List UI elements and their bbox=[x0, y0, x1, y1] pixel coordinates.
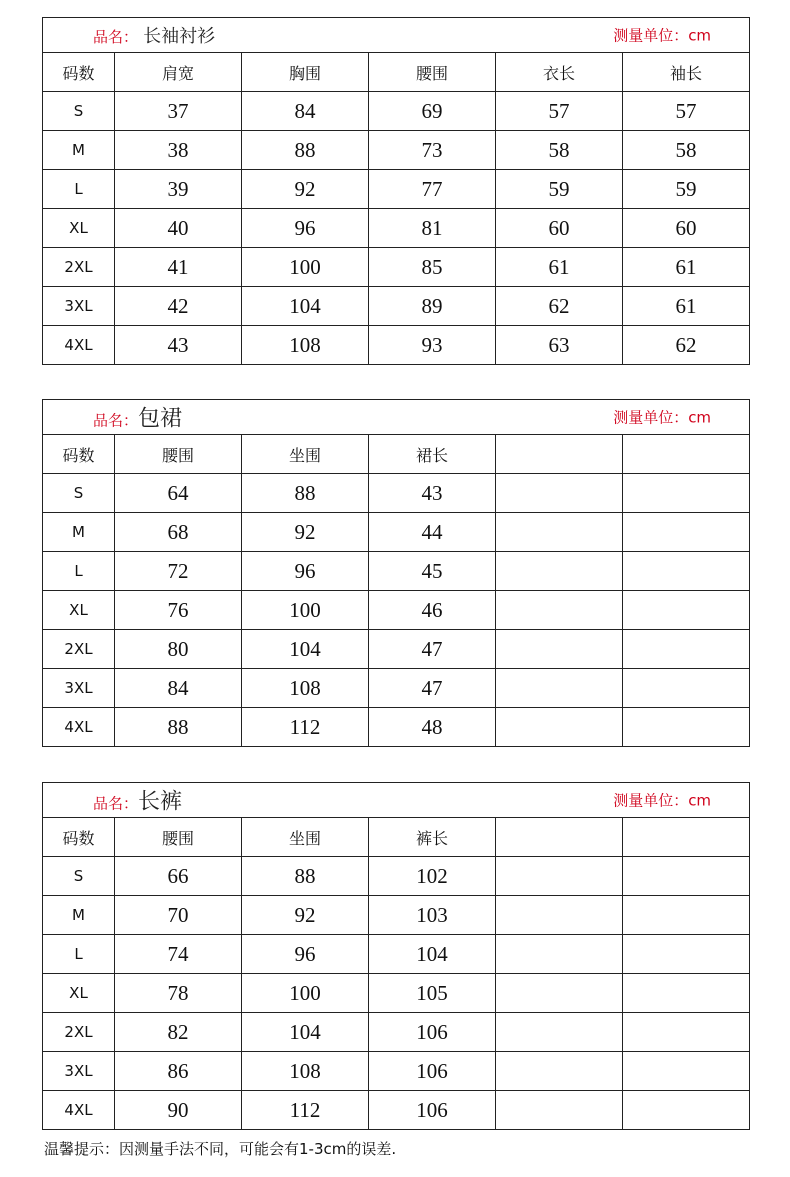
value-cell: 106 bbox=[369, 1052, 496, 1091]
value-cell bbox=[496, 552, 623, 591]
header-size: 码数 bbox=[43, 435, 115, 474]
table-row bbox=[43, 170, 750, 209]
value-cell bbox=[623, 974, 750, 1013]
value-cell: 102 bbox=[369, 857, 496, 896]
value-cell: 103 bbox=[369, 896, 496, 935]
table-body bbox=[43, 92, 750, 365]
value-cell: 45 bbox=[369, 552, 496, 591]
table-row bbox=[43, 896, 750, 935]
value-cell bbox=[496, 896, 623, 935]
table-header-row bbox=[43, 818, 750, 857]
value-cell: 88 bbox=[115, 708, 242, 747]
value-cell bbox=[496, 1091, 623, 1130]
value-cell bbox=[496, 1052, 623, 1091]
value-cell bbox=[496, 857, 623, 896]
table-row bbox=[43, 209, 750, 248]
table-row bbox=[43, 474, 750, 513]
size-cell: 3XL bbox=[43, 287, 115, 326]
size-cell: XL bbox=[43, 209, 115, 248]
table-row bbox=[43, 1013, 750, 1052]
value-cell bbox=[496, 669, 623, 708]
value-cell bbox=[623, 552, 750, 591]
table-row bbox=[43, 552, 750, 591]
table-header-row bbox=[43, 53, 750, 92]
value-cell: 96 bbox=[242, 552, 369, 591]
value-cell: 93 bbox=[369, 326, 496, 365]
value-cell: 76 bbox=[115, 591, 242, 630]
value-cell: 104 bbox=[242, 630, 369, 669]
size-cell: XL bbox=[43, 591, 115, 630]
value-cell bbox=[623, 708, 750, 747]
value-cell: 37 bbox=[115, 92, 242, 131]
value-cell: 42 bbox=[115, 287, 242, 326]
value-cell: 60 bbox=[623, 209, 750, 248]
value-cell: 48 bbox=[369, 708, 496, 747]
value-cell bbox=[623, 1091, 750, 1130]
value-cell: 100 bbox=[242, 974, 369, 1013]
value-cell: 61 bbox=[623, 287, 750, 326]
value-cell: 78 bbox=[115, 974, 242, 1013]
value-cell: 59 bbox=[496, 170, 623, 209]
size-cell: S bbox=[43, 92, 115, 131]
value-cell: 44 bbox=[369, 513, 496, 552]
value-cell: 90 bbox=[115, 1091, 242, 1130]
product-name-value: 长裤 bbox=[138, 789, 183, 815]
value-cell: 66 bbox=[115, 857, 242, 896]
size-cell: M bbox=[43, 131, 115, 170]
value-cell: 57 bbox=[496, 92, 623, 131]
value-cell bbox=[623, 1013, 750, 1052]
value-cell: 69 bbox=[369, 92, 496, 131]
header-waist: 腰围 bbox=[115, 818, 242, 857]
product-name-label: 品名： bbox=[93, 794, 139, 813]
value-cell bbox=[623, 591, 750, 630]
value-cell: 81 bbox=[369, 209, 496, 248]
value-cell bbox=[496, 1013, 623, 1052]
value-cell: 61 bbox=[623, 248, 750, 287]
table-header-row bbox=[43, 435, 750, 474]
value-cell: 88 bbox=[242, 474, 369, 513]
header-empty bbox=[496, 435, 623, 474]
table-title-row bbox=[43, 783, 750, 818]
value-cell: 92 bbox=[242, 170, 369, 209]
header-length: 衣长 bbox=[496, 53, 623, 92]
value-cell: 84 bbox=[115, 669, 242, 708]
value-cell: 108 bbox=[242, 1052, 369, 1091]
value-cell bbox=[496, 708, 623, 747]
product-name-label: 品名： bbox=[93, 411, 139, 430]
value-cell: 77 bbox=[369, 170, 496, 209]
value-cell: 106 bbox=[369, 1091, 496, 1130]
table-row bbox=[43, 935, 750, 974]
value-cell: 64 bbox=[115, 474, 242, 513]
table-row bbox=[43, 591, 750, 630]
table-row bbox=[43, 1091, 750, 1130]
size-cell: XL bbox=[43, 974, 115, 1013]
size-cell: 4XL bbox=[43, 708, 115, 747]
size-cell: M bbox=[43, 896, 115, 935]
value-cell: 41 bbox=[115, 248, 242, 287]
value-cell: 40 bbox=[115, 209, 242, 248]
size-cell: 2XL bbox=[43, 1013, 115, 1052]
value-cell bbox=[623, 630, 750, 669]
value-cell: 70 bbox=[115, 896, 242, 935]
table-row bbox=[43, 131, 750, 170]
size-cell: 2XL bbox=[43, 630, 115, 669]
size-cell: S bbox=[43, 857, 115, 896]
product-name bbox=[93, 402, 182, 433]
value-cell: 86 bbox=[115, 1052, 242, 1091]
value-cell bbox=[496, 630, 623, 669]
header-empty bbox=[623, 818, 750, 857]
value-cell bbox=[496, 935, 623, 974]
size-cell: L bbox=[43, 935, 115, 974]
value-cell: 61 bbox=[496, 248, 623, 287]
value-cell: 46 bbox=[369, 591, 496, 630]
value-cell bbox=[623, 935, 750, 974]
value-cell: 59 bbox=[623, 170, 750, 209]
table-row bbox=[43, 248, 750, 287]
header-waist: 腰围 bbox=[369, 53, 496, 92]
value-cell bbox=[623, 474, 750, 513]
header-sleeve: 袖长 bbox=[623, 53, 750, 92]
size-table-skirt bbox=[42, 399, 750, 747]
tip-note: 温馨提示：因测量手法不同，可能会有1-3cm的误差. bbox=[44, 1140, 397, 1158]
value-cell bbox=[496, 974, 623, 1013]
value-cell: 92 bbox=[242, 896, 369, 935]
value-cell: 84 bbox=[242, 92, 369, 131]
header-hip: 坐围 bbox=[242, 435, 369, 474]
table-row bbox=[43, 857, 750, 896]
product-name bbox=[93, 22, 215, 48]
header-skirt-length: 裙长 bbox=[369, 435, 496, 474]
value-cell: 43 bbox=[369, 474, 496, 513]
table-row bbox=[43, 630, 750, 669]
value-cell: 100 bbox=[242, 248, 369, 287]
value-cell: 104 bbox=[242, 1013, 369, 1052]
table-body bbox=[43, 474, 750, 747]
value-cell: 62 bbox=[623, 326, 750, 365]
value-cell: 74 bbox=[115, 935, 242, 974]
value-cell: 88 bbox=[242, 857, 369, 896]
header-hip: 坐围 bbox=[242, 818, 369, 857]
size-cell: M bbox=[43, 513, 115, 552]
value-cell bbox=[496, 474, 623, 513]
size-cell: 3XL bbox=[43, 1052, 115, 1091]
value-cell bbox=[623, 669, 750, 708]
value-cell bbox=[623, 857, 750, 896]
header-size: 码数 bbox=[43, 53, 115, 92]
value-cell: 62 bbox=[496, 287, 623, 326]
value-cell: 57 bbox=[623, 92, 750, 131]
value-cell: 88 bbox=[242, 131, 369, 170]
value-cell: 58 bbox=[496, 131, 623, 170]
table-title-row bbox=[43, 400, 750, 435]
value-cell: 47 bbox=[369, 669, 496, 708]
value-cell: 108 bbox=[242, 326, 369, 365]
product-name-value: 长袖衬衫 bbox=[143, 26, 216, 47]
value-cell: 63 bbox=[496, 326, 623, 365]
value-cell: 60 bbox=[496, 209, 623, 248]
table-row bbox=[43, 513, 750, 552]
value-cell: 43 bbox=[115, 326, 242, 365]
value-cell: 80 bbox=[115, 630, 242, 669]
value-cell bbox=[496, 591, 623, 630]
product-name-label: 品名： bbox=[93, 28, 139, 46]
table-row bbox=[43, 974, 750, 1013]
value-cell: 106 bbox=[369, 1013, 496, 1052]
header-shoulder: 肩宽 bbox=[115, 53, 242, 92]
value-cell: 38 bbox=[115, 131, 242, 170]
size-table-shirt bbox=[42, 17, 750, 365]
size-cell: 2XL bbox=[43, 248, 115, 287]
size-cell: L bbox=[43, 170, 115, 209]
size-cell: L bbox=[43, 552, 115, 591]
table-body bbox=[43, 857, 750, 1130]
value-cell: 82 bbox=[115, 1013, 242, 1052]
value-cell: 39 bbox=[115, 170, 242, 209]
value-cell: 89 bbox=[369, 287, 496, 326]
value-cell: 72 bbox=[115, 552, 242, 591]
header-pants-length: 裤长 bbox=[369, 818, 496, 857]
size-cell: 4XL bbox=[43, 326, 115, 365]
product-name-value: 包裙 bbox=[138, 406, 183, 432]
header-size: 码数 bbox=[43, 818, 115, 857]
table-row bbox=[43, 326, 750, 365]
header-empty bbox=[496, 818, 623, 857]
value-cell: 73 bbox=[369, 131, 496, 170]
header-waist: 腰围 bbox=[115, 435, 242, 474]
measure-unit: 测量单位：cm bbox=[613, 26, 712, 45]
table-row bbox=[43, 669, 750, 708]
table-row bbox=[43, 1052, 750, 1091]
value-cell bbox=[623, 1052, 750, 1091]
value-cell: 85 bbox=[369, 248, 496, 287]
value-cell: 104 bbox=[242, 287, 369, 326]
value-cell bbox=[623, 513, 750, 552]
product-name bbox=[93, 785, 182, 816]
value-cell: 100 bbox=[242, 591, 369, 630]
value-cell: 92 bbox=[242, 513, 369, 552]
value-cell: 105 bbox=[369, 974, 496, 1013]
measure-unit: 测量单位：cm bbox=[613, 408, 712, 427]
value-cell: 112 bbox=[242, 1091, 369, 1130]
value-cell: 108 bbox=[242, 669, 369, 708]
size-cell: 4XL bbox=[43, 1091, 115, 1130]
table-row bbox=[43, 287, 750, 326]
size-cell: 3XL bbox=[43, 669, 115, 708]
size-cell: S bbox=[43, 474, 115, 513]
value-cell: 104 bbox=[369, 935, 496, 974]
table-row bbox=[43, 708, 750, 747]
measure-unit: 测量单位：cm bbox=[613, 791, 712, 810]
value-cell: 112 bbox=[242, 708, 369, 747]
value-cell: 96 bbox=[242, 935, 369, 974]
table-title-row bbox=[43, 18, 750, 53]
header-chest: 胸围 bbox=[242, 53, 369, 92]
value-cell: 68 bbox=[115, 513, 242, 552]
table-row bbox=[43, 92, 750, 131]
value-cell: 47 bbox=[369, 630, 496, 669]
value-cell bbox=[496, 513, 623, 552]
value-cell bbox=[623, 896, 750, 935]
value-cell: 96 bbox=[242, 209, 369, 248]
header-empty bbox=[623, 435, 750, 474]
value-cell: 58 bbox=[623, 131, 750, 170]
size-table-trousers bbox=[42, 782, 750, 1130]
